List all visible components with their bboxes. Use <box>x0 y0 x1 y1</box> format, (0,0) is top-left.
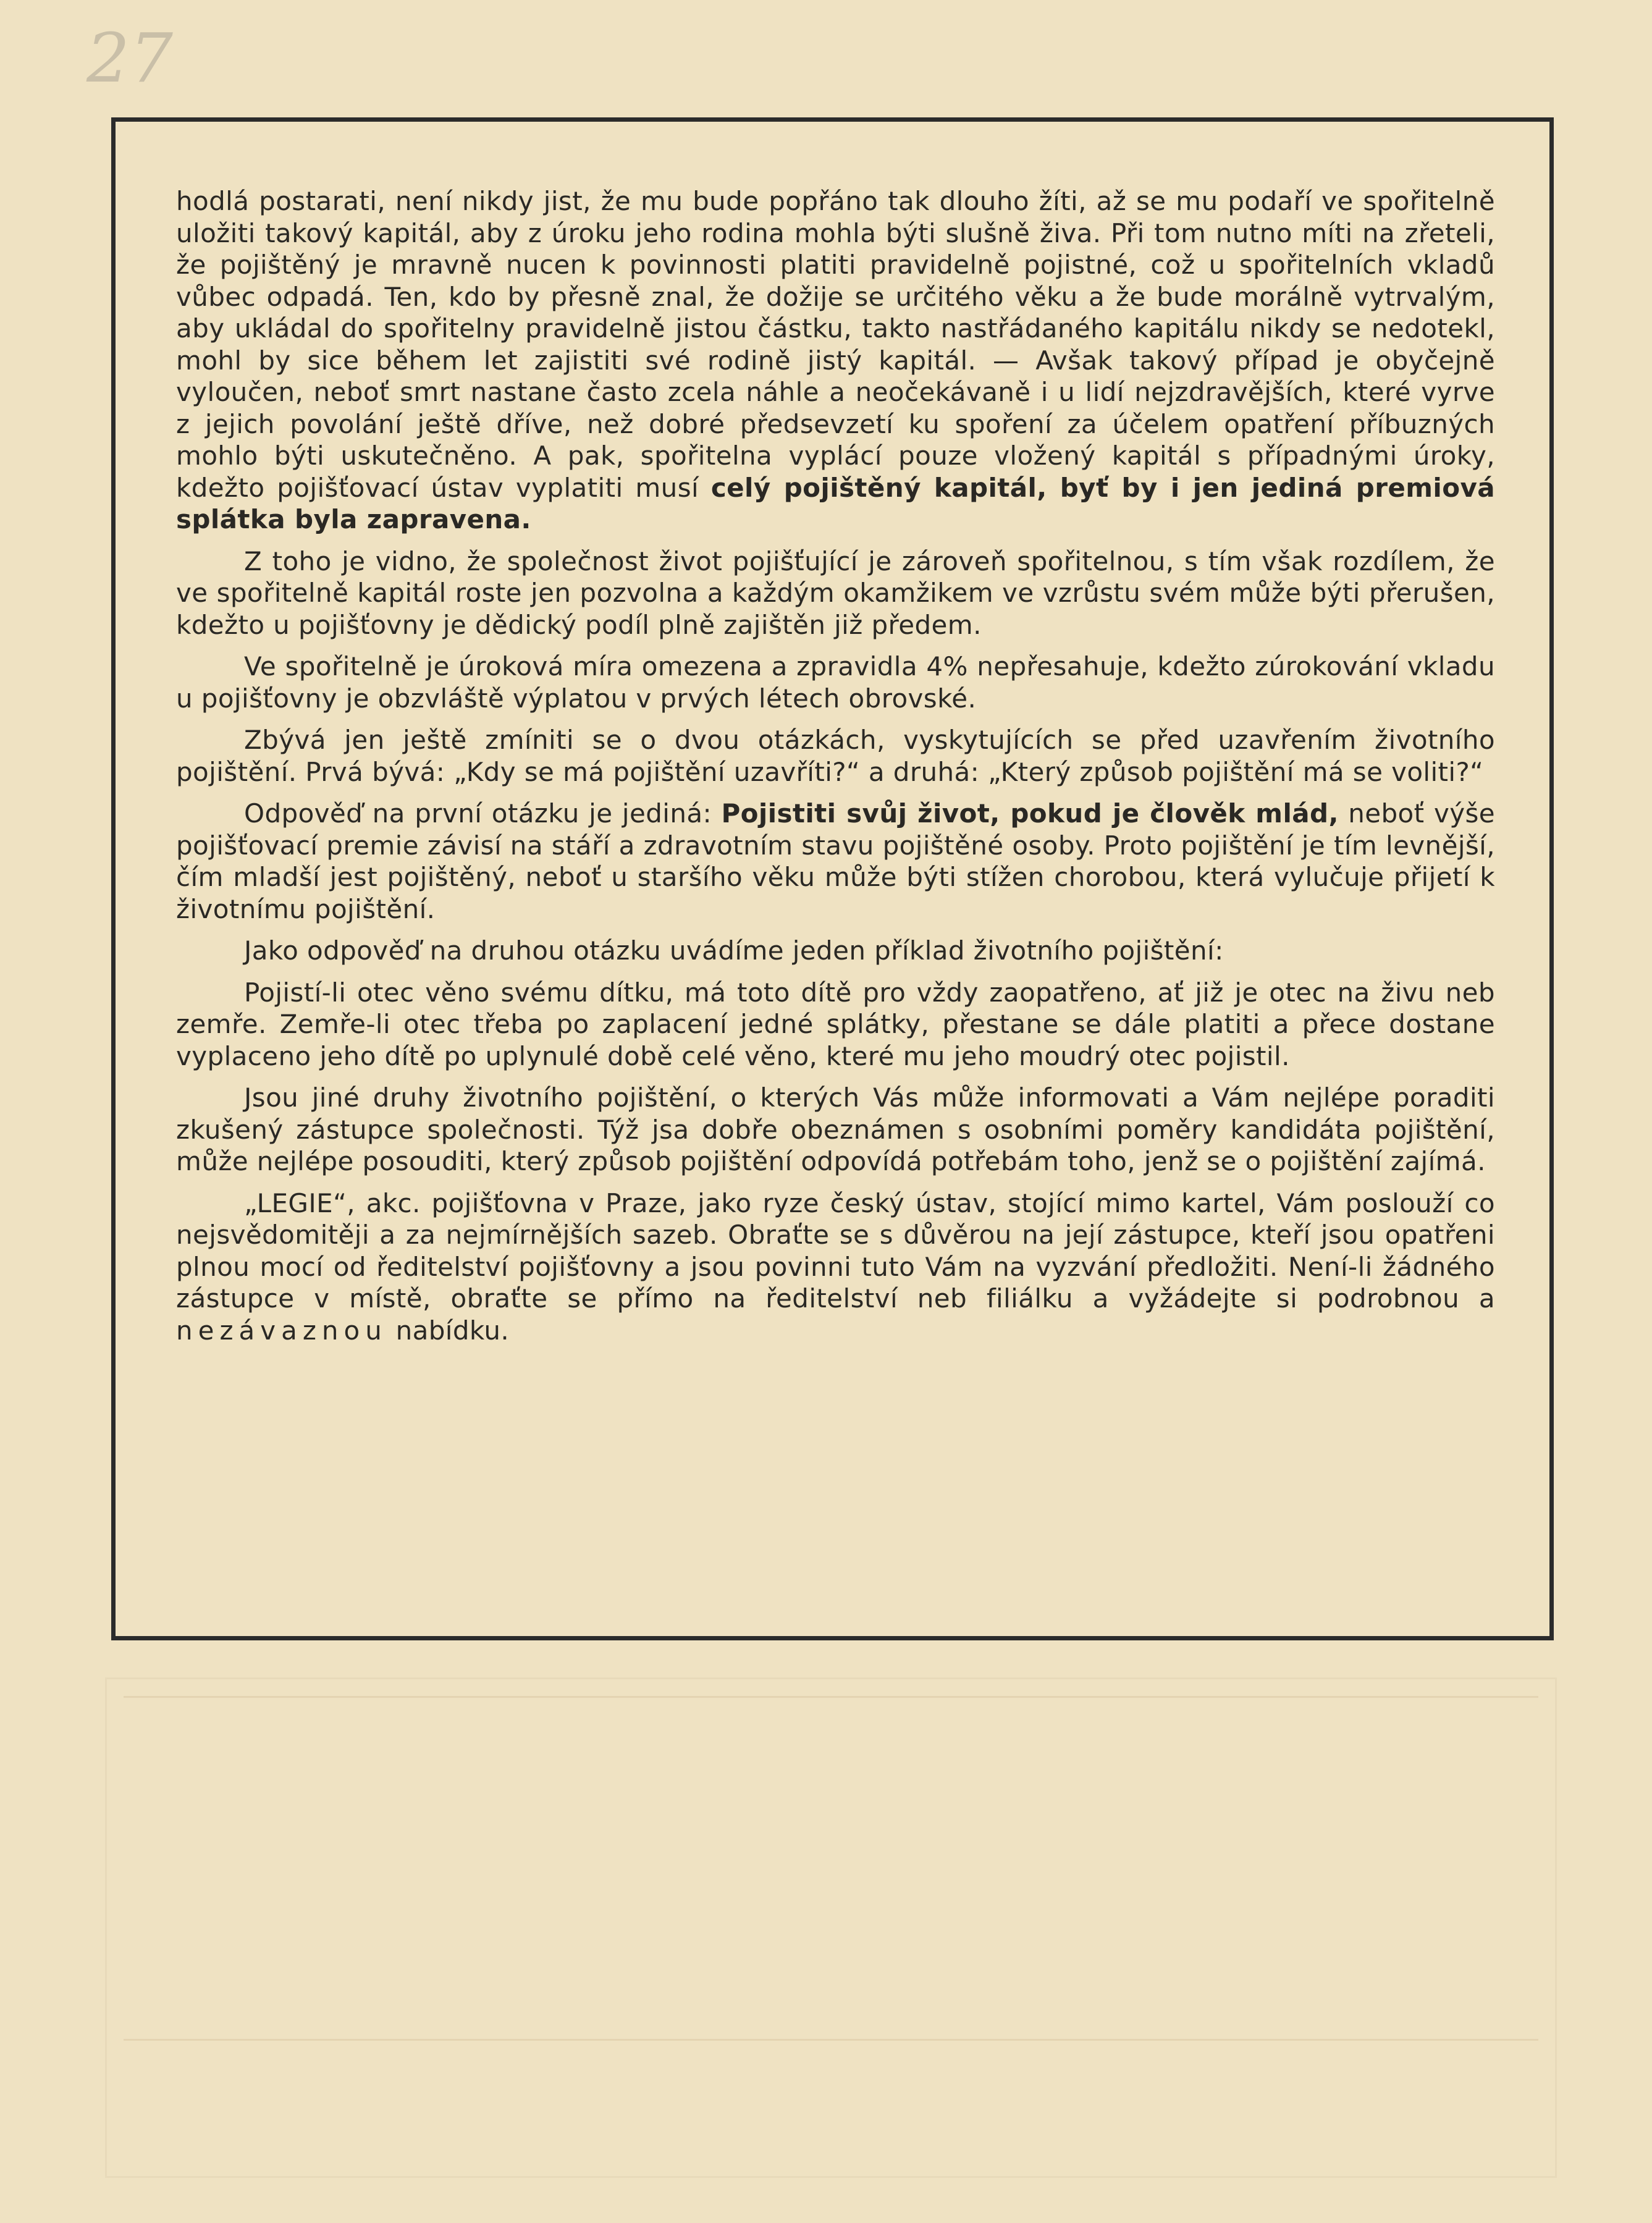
document-body <box>176 185 1495 1346</box>
text-segment: Odpověď na první otázku je jediná: <box>244 798 722 829</box>
text-segment: „LEGIE“, akc. pojišťovna v Praze, jako ryze český ústav, stojící mimo kartel, Vám poslouží co nejsvědomitěji a za nejmírnějších sazeb. Obraťte se s důvěrou na její zástupce, kteří jsou opatřeni plnou mocí od ředitelství pojišťovny a jsou povinni tuto Vám na vyzvání předložiti. Není-li žádného zástupce v místě, obraťte se přímo na ředitelství neb filiálku a vyžádejte si podrobnou a <box>176 1187 1495 1314</box>
text-segment: Zbývá jen ještě zmíniti se o dvou otázkách, vyskytujících se před uzavřením životního pojištění. Prvá bývá: „Kdy se má pojištění uzavříti?“ a druhá: „Který způsob pojištění má se voliti?“ <box>176 725 1495 787</box>
paragraph-p1 <box>176 185 1495 536</box>
paragraph-p4 <box>176 724 1495 788</box>
text-segment: nezávaznou <box>176 1315 387 1346</box>
text-segment: Ve spořitelně je úroková míra omezena a zpravidla 4% nepřesahuje, kdežto zúrokování vkladu u pojišťovny je obzvláště výplatou v prvých létech obrovské. <box>176 651 1495 714</box>
paragraph-p2 <box>176 546 1495 641</box>
text-segment: celý pojištěný kapitál, byť by i jen jediná premiová splátka byla zapravena. <box>176 472 1496 534</box>
show-through-line <box>124 1696 1538 1698</box>
text-segment: Pojistiti svůj život, pokud je člověk mlád, <box>721 798 1339 829</box>
text-segment: Z toho je vidno, že společnost život pojišťující je zároveň spořitelnou, s tím však rozdílem, že ve spořitelně kapitál roste jen pozvolna a každým okamžikem ve vzrůstu svém může býti přerušen, kdežto u pojišťovny je dědický podíl plně zajištěn již předem. <box>176 546 1495 640</box>
text-segment: Pojistí-li otec věno svému dítku, má toto dítě pro vždy zaopatřeno, ať již je otec na živu neb zemře. Zemře-li otec třeba po zaplacení jedné splátky, přestane se dále platiti a přece dostane vyplaceno jeho dítě po uplynulé době celé věno, které mu jeho moudrý otec pojistil. <box>176 977 1495 1071</box>
text-segment: hodlá postarati, není nikdy jist, že mu bude popřáno tak dlouho žíti, až se mu podaří ve spořitelně uložiti takový kapitál, aby z úroku jeho rodina mohla býti slušně živa. Při tom nutno míti na zřeteli, že pojištěný je mravně nucen k povinnosti platiti pravidelně pojistné, což u spořitelních vkladů vůbec odpadá. Ten, kdo by přesně znal, že dožije se určitého věku a že bude morálně vytrvalým, aby ukládal do spořitelny pravidelně jistou částku, takto nastřádaného kapitálu nikdy se nedotekl, mohl by sice během let zajistiti své rodině jistý kapitál. — Avšak takový případ je obyčejně vyloučen, neboť smrt nastane často zcela náhle a neočekávaně i u lidí nejzdravějších, které vyrve z jejich povolání ještě dříve, než dobré předsevzetí ku spoření za účelem opatření příbuzných mohlo býti uskutečněno. A pak, spořitelna vyplácí pouze vložený kapitál s případnými úroky, kdežto pojišťovací ústav vyplatiti musí <box>176 186 1495 503</box>
text-segment: Jsou jiné druhy životního pojištění, o kterých Vás může informovati a Vám nejlépe poraditi zkušený zástupce společnosti. Týž jsa dobře obeznámen s osobními poměry kandidáta pojištění, může nejlépe posouditi, který způsob pojištění odpovídá potřebám toho, jenž se o pojištění zajímá. <box>176 1082 1495 1176</box>
paragraph-p8 <box>176 1082 1495 1178</box>
show-through-box <box>105 1677 1557 2178</box>
paragraph-p9 <box>176 1187 1495 1347</box>
text-segment: Jako odpověď na druhou otázku uvádíme jeden příklad životního pojištění: <box>244 935 1224 966</box>
paragraph-p7 <box>176 977 1495 1073</box>
text-segment: nabídku. <box>387 1315 510 1346</box>
page-number: 27 <box>86 19 173 98</box>
text-segment: neboť výše pojišťovací premie závisí na stáří a zdravotním stavu pojištěné osoby. Proto pojištění je tím levnější, čím mladší jest pojištěný, neboť u staršího věku může býti stížen chorobou, která vylučuje přijetí k životnímu pojištění. <box>176 798 1495 924</box>
paragraph-p6 <box>176 935 1495 967</box>
paragraph-p3 <box>176 651 1495 714</box>
paragraph-p5 <box>176 798 1495 925</box>
show-through-line <box>124 2039 1538 2041</box>
